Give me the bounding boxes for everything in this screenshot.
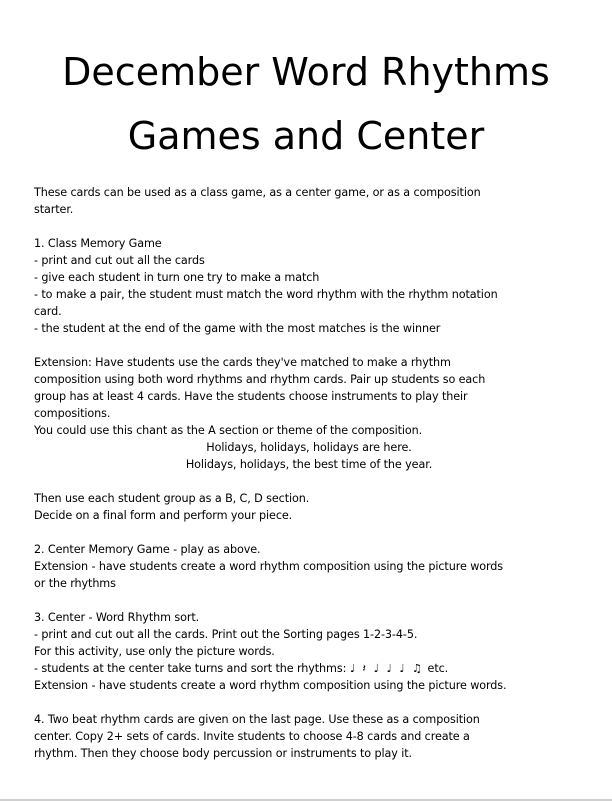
extension-line: compositions. — [34, 407, 111, 420]
intro-line: starter. — [34, 203, 74, 216]
section-3-line: - print and cut out all the cards. Print out the Sorting pages 1-2-3-4-5. — [34, 628, 418, 641]
sort-text: - students at the center take turns and sort the rhythms: — [34, 662, 347, 675]
chant-line: Holidays, holidays, holidays are here. — [206, 441, 412, 454]
section-3-line: 3. Center - Word Rhythm sort. — [34, 611, 200, 624]
section-4-line: 4. Two beat rhythm cards are given on the last page. Use these as a composition — [34, 713, 480, 726]
form-line: Then use each student group as a B, C, D section. — [34, 492, 310, 505]
section-1-item: - the student at the end of the game with the most matches is the winner — [34, 322, 441, 335]
section-1-item: card. — [34, 305, 62, 318]
page-title-line-2: Games and Center — [127, 114, 485, 158]
rhythm-notes: ♩ 𝄽 ♩ ♩ ♩ ♫ — [349, 662, 425, 675]
section-4-line: rhythm. Then they choose body percussion or instruments to play it. — [34, 747, 412, 760]
section-1-heading: 1. Class Memory Game — [34, 237, 162, 250]
sort-end: etc. — [427, 662, 449, 675]
extension-line: Extension: Have students use the cards they've matched to make a rhythm — [34, 356, 451, 369]
section-3-sort-line — [34, 660, 584, 677]
extension-line: You could use this chant as the A section or theme of the composition. — [34, 424, 423, 437]
section-2-line: 2. Center Memory Game - play as above. — [34, 543, 261, 556]
section-4-line: center. Copy 2+ sets of cards. Invite students to choose 4-8 cards and create a — [34, 730, 470, 743]
intro-line: These cards can be used as a class game, as a center game, or as a composition — [34, 186, 481, 199]
page-title-line-1: December Word Rhythms — [62, 50, 550, 94]
section-1-item: - give each student in turn one try to make a match — [34, 271, 320, 284]
chant-line: Holidays, holidays, the best time of the year. — [185, 458, 433, 471]
extension-line: group has at least 4 cards. Have the students choose instruments to play their — [34, 390, 468, 403]
section-1-item: - print and cut out all the cards — [34, 254, 205, 267]
section-1-item: - to make a pair, the student must match the word rhythm with the rhythm notation — [34, 288, 498, 301]
form-line: Decide on a final form and perform your piece. — [34, 509, 293, 522]
section-3-line: For this activity, use only the picture words. — [34, 645, 275, 658]
section-2-line: or the rhythms — [34, 577, 116, 590]
extension-line: composition using both word rhythms and rhythm cards. Pair up students so each — [34, 373, 486, 386]
document-body — [34, 184, 584, 762]
section-2-line: Extension - have students create a word rhythm composition using the picture words — [34, 560, 504, 573]
section-3-extension: Extension - have students create a word rhythm composition using the picture words. — [34, 679, 507, 692]
